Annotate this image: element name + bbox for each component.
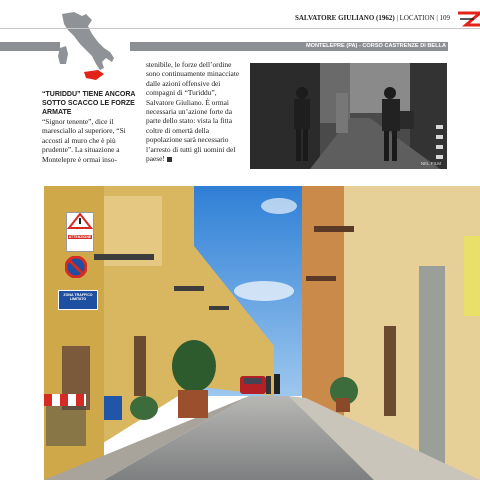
- separator: |: [396, 14, 398, 22]
- film-still-scene: [250, 63, 447, 169]
- film-still-photo: [250, 63, 447, 169]
- running-title: SALVATORE GIULIANO (1962): [294, 14, 395, 22]
- separator: |: [436, 14, 438, 22]
- running-head: [280, 14, 450, 22]
- body-text: “Signor tenente”, dice il maresciallo al superiore, “Si accosti al muro che è più prudente”. La situazione a Montelepre è ormai inso-: [42, 117, 126, 164]
- italy-map-icon: [52, 8, 122, 86]
- street-photo: [44, 186, 480, 480]
- warning-sign-label: ATTENZIONE: [68, 235, 92, 239]
- no-parking-sign-icon: [65, 256, 87, 278]
- header-rule: [0, 28, 480, 29]
- section-heading: “TURIDDU” TIENE ANCORA SOTTO SCACCO LE FORZE ARMATE: [42, 91, 136, 116]
- text-column-1: [42, 90, 138, 164]
- street-scene: [44, 186, 480, 480]
- location-caption: MONTELEPRE (PA) - CORSO CASTRENZE DI BELLA: [305, 43, 446, 49]
- text-column-2: [146, 60, 242, 163]
- zone-sign: [58, 290, 98, 310]
- publisher-logo-icon: [456, 10, 480, 28]
- body-text: stenibile, le forze dell’ordine sono continuamente minacciate dalle azioni offensive dei compagni di “Turiddu”, Salvatore Giuliano. È ormai necessaria un’azione forte da parte dello stato: vista la fitta coltre di omertà della popolazione sarà necessario l’arresto di tutti gli uomini del paese!: [146, 60, 240, 164]
- page-number: 109: [439, 14, 450, 22]
- zone-sign-label: ZONA TRAFFICO LIMITATO: [63, 293, 93, 302]
- warning-triangle-icon: [67, 213, 93, 229]
- section-name: LOCATION: [399, 14, 435, 22]
- warning-sign: [66, 212, 94, 252]
- caption-bar-left: [0, 42, 60, 51]
- end-mark-icon: [167, 157, 172, 162]
- film-label: NEL FILM: [420, 161, 441, 166]
